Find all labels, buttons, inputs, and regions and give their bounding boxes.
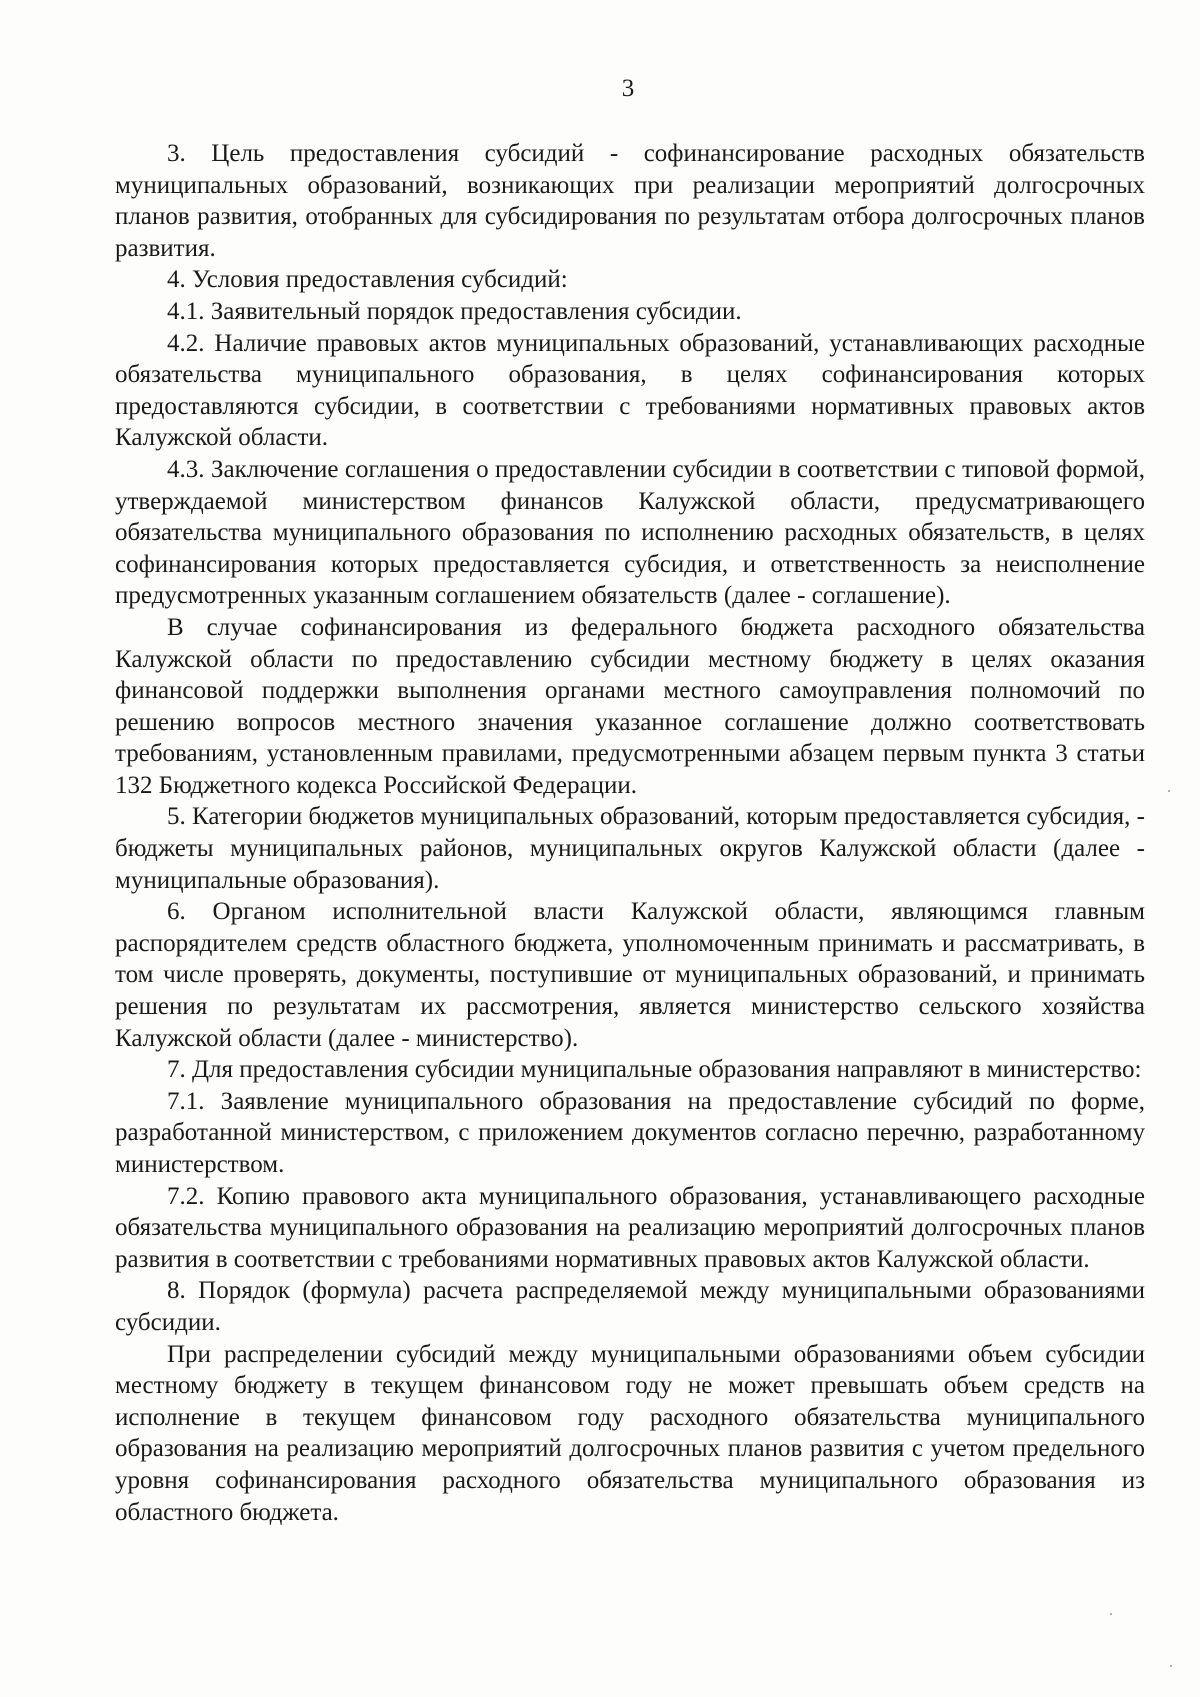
paragraph-5-budget-categories: 5. Категории бюджетов муниципальных образований, которым предоставляется субсидия, - бюджеты муниципальных районов, муниципальных округов Калужской области (далее - муниципальные образования).: [115, 803, 1145, 894]
paragraph-7-documents: 7. Для предоставления субсидии муниципальные образования направляют в министерство:: [167, 1056, 1142, 1084]
paragraph-8-formula: 8. Порядок (формула) расчета распределяемой между муниципальными образованиями субсидии.: [115, 1277, 1145, 1336]
paragraph-4-3: 4.3. Заключение соглашения о предоставлении субсидии в соответствии с типовой формой, утверждаемой министерством финансов Калужской области, предусматривающего обязательства муниципального образования по исполнению расходных обязательств, в целях софинансирования которых предоставляется субсидия, и ответственность за неисполнение предусмотренных указанным соглашением обязательств (далее - соглашение).: [115, 455, 1145, 610]
paragraph-7-2: 7.2. Копию правового акта муниципального образования, устанавливающего расходные обязательства муниципального образования на реализацию мероприятий долгосрочных планов развития в соответствии с требованиями нормативных правовых актов Калужской области.: [115, 1182, 1145, 1273]
paragraph-4-2: 4.2. Наличие правовых актов муниципальных образований, устанавливающих расходные обязательства муниципального образования, в целях софинансирования которых предоставляются субсидии, в соответствии с требованиями нормативных правовых актов Калужской области.: [115, 329, 1145, 452]
scan-speck: [1168, 790, 1170, 792]
document-body: [115, 138, 1145, 1528]
paragraph-6-executive-body: 6. Органом исполнительной власти Калужской области, являющимся главным распорядителем средств областного бюджета, уполномоченным принимать и рассматривать, в том числе проверять, документы, поступившие от муниципальных образований, и принимать решения по результатам их рассмотрения, является министерство сельского хозяйства Калужской области (далее - министерство).: [115, 898, 1145, 1052]
paragraph-4-1: 4.1. Заявительный порядок предоставления субсидии.: [167, 297, 742, 325]
scan-speck: [1170, 1665, 1172, 1667]
paragraph-distribution: При распределении субсидий между муниципальными образованиями объем субсидии местному бюджету в текущем финансовом году не может превышать объем средств на исполнение в текущем финансовом году расходного обязательства муниципального образования на реализацию мероприятий долгосрочных планов развития с учетом предельного уровня софинансирования расходного обязательства муниципального образования из областного бюджета.: [115, 1340, 1145, 1526]
paragraph-7-1: 7.1. Заявление муниципального образования на предоставление субсидий по форме, разработанной министерством, с приложением документов согласно перечню, разработанному министерством.: [115, 1087, 1145, 1178]
scan-speck: [1110, 1613, 1112, 1615]
paragraph-federal-cofinancing: В случае софинансирования из федерального бюджета расходного обязательства Калужской области по предоставлению субсидии местному бюджету в целях оказания финансовой поддержки выполнения органами местного самоуправления полномочий по решению вопросов местного значения указанное соглашение должно соответствовать требованиям, установленным правилами, предусмотренными абзацем первым пункта 3 статьи 132 Бюджетного кодекса Российской Федерации.: [115, 613, 1145, 799]
paragraph-3-subsidy-purpose: 3. Цель предоставления субсидий - софинансирование расходных обязательств муниципальных образований, возникающих при реализации мероприятий долгосрочных планов развития, отобранных для субсидирования по результатам отбора долгосрочных планов развития.: [115, 140, 1145, 262]
page-number: 3: [621, 75, 635, 102]
paragraph-4-conditions: 4. Условия предоставления субсидий:: [167, 266, 568, 294]
